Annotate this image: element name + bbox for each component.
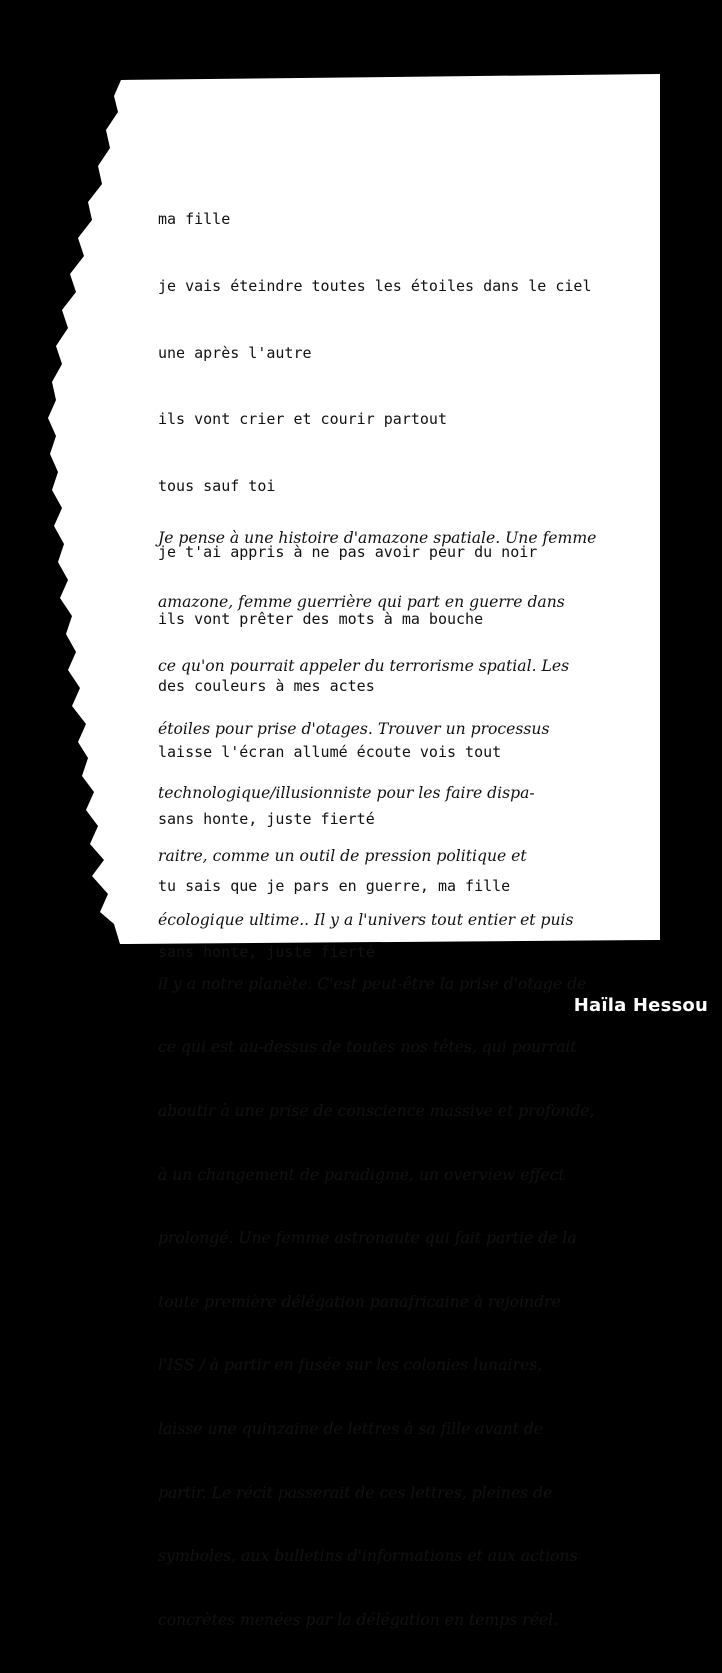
poem-line: tu sais que je pars en guerre, ma fille — [158, 876, 511, 895]
poem-line: ils vont prêter des mots à ma bouche — [158, 610, 484, 629]
prose-line: partir. Le récit passerait de ces lettres, pleines de — [158, 1483, 553, 1502]
prose-line: laisse une quinzaine de lettres à sa fille avant de — [158, 1419, 544, 1438]
prose-line: à un changement de paradigme, un overview effect — [158, 1165, 565, 1184]
poem-line: sans honte, juste fierté — [158, 809, 375, 828]
prose-line: ce qui est au-dessus de toutes nos têtes, qui pourrait — [158, 1038, 577, 1057]
prose-line: l'ISS / à partir en fusée sur les colonies lunaires, — [158, 1356, 543, 1375]
poem-line: ma fille — [158, 210, 231, 229]
prose-line: étoiles pour prise d'otages. Trouver un processus — [158, 720, 550, 739]
poem-line: tous sauf toi — [158, 476, 276, 495]
prose-line: concrètes menées par la délégation en temps réel. — [158, 1610, 559, 1629]
prose-line: aboutir à une prise de conscience massive et profonde, — [158, 1101, 595, 1120]
prose-line: ce qu'on pourrait appeler du terrorisme spatial. Les — [158, 656, 570, 675]
prose-line: prolongé. Une femme astronaute qui fait partie de la — [158, 1229, 577, 1248]
prose-line: il y a notre planète. C'est peut-être la prise d'otage de — [158, 974, 587, 993]
poem-line: ils vont crier et courir partout — [158, 410, 447, 429]
prose-line: toute première délégation panafricaine à rejoindre — [158, 1292, 561, 1311]
poem-line: je vais éteindre toutes les étoiles dans le ciel — [158, 277, 592, 296]
prose-line: technologique/illusionniste pour les faire dispa- — [158, 783, 535, 802]
poem-line: des couleurs à mes actes — [158, 676, 375, 695]
poem-line: une après l'autre — [158, 343, 312, 362]
poem-line: laisse l'écran allumé écoute vois tout — [158, 743, 502, 762]
prose-line: symboles, aux bulletins d'informations et aux actions — [158, 1547, 578, 1566]
prose-line: écologique ultime.. Il y a l'univers tout entier et puis — [158, 911, 574, 930]
prose-line: raitre, comme un outil de pression politique et — [158, 847, 527, 866]
prose-paragraph — [158, 486, 596, 1673]
poem-line: sans honte, juste fierté — [158, 943, 375, 962]
poem-line: je t'ai appris à ne pas avoir peur du noir — [158, 543, 538, 562]
author-signature: Haïla Hessou — [573, 995, 708, 1016]
prose-line: Je pense à une histoire d'amazone spatiale. Une femme — [158, 529, 597, 548]
prose-line: amazone, femme guerrière qui part en guerre dans — [158, 593, 565, 612]
